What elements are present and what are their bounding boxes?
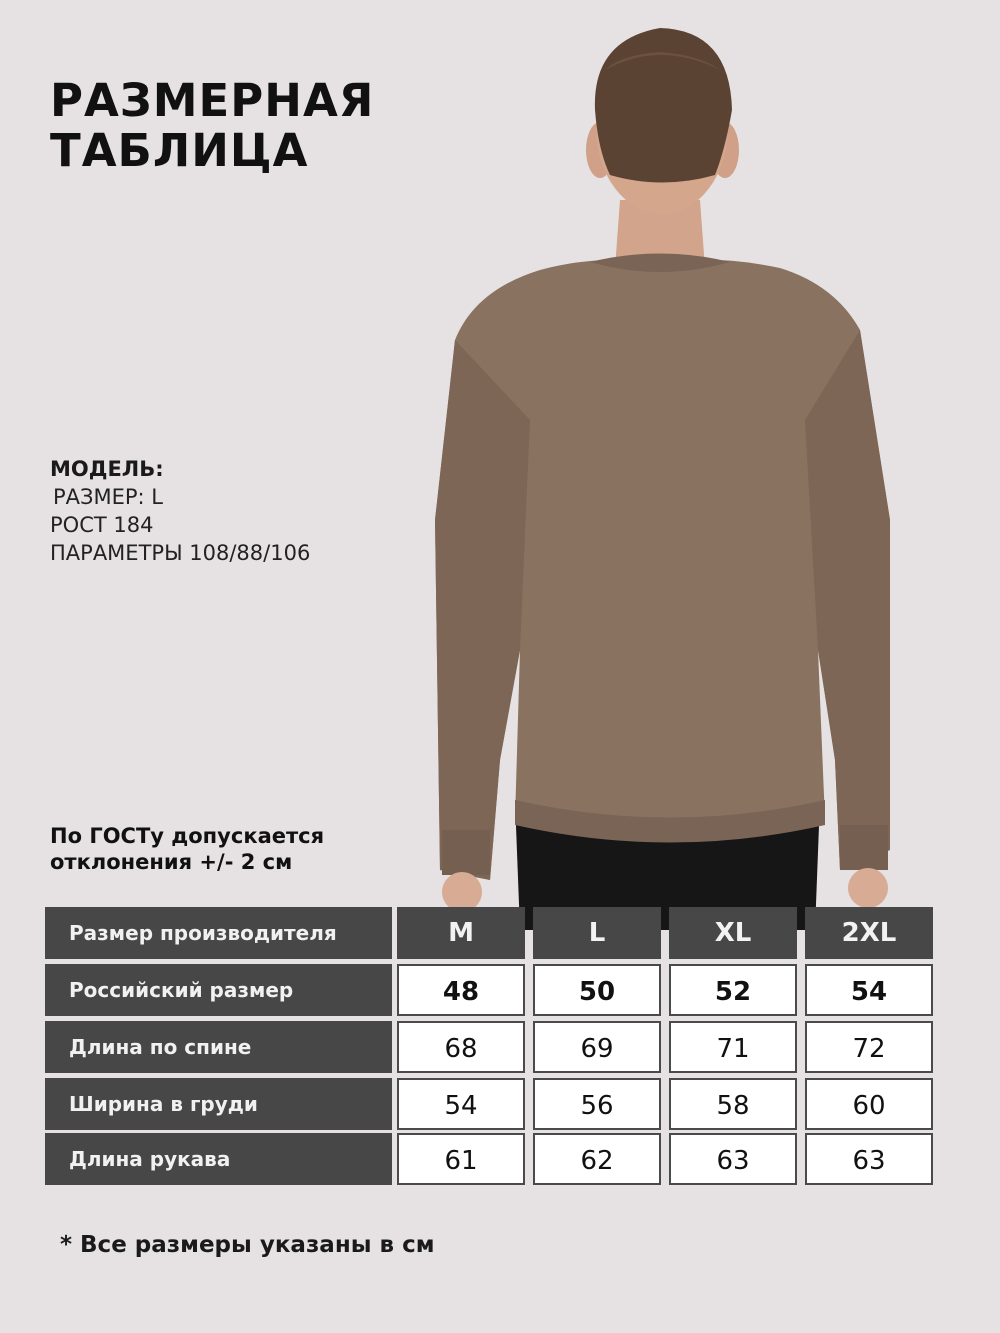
row-label: Длина по спине: [45, 1021, 392, 1073]
header-cell-m: M: [397, 907, 525, 959]
row-label: Размер производителя: [45, 907, 392, 959]
table-cell: 71: [669, 1021, 797, 1073]
table-row: [45, 1078, 940, 1130]
header-cell-2xl: 2XL: [805, 907, 933, 959]
footnote-text: Все размеры указаны в см: [80, 1232, 435, 1258]
gost-tolerance-note: [50, 823, 324, 875]
table-row: [45, 964, 940, 1016]
gost-line-1: По ГОСТу допускается: [50, 824, 325, 848]
model-photo: [420, 0, 900, 930]
table-cell: 63: [805, 1133, 933, 1185]
header-cell-xl: XL: [669, 907, 797, 959]
title-line-2: ТАБЛИЦА: [50, 124, 309, 177]
row-label: Длина рукава: [45, 1133, 392, 1185]
header-cell-l: L: [533, 907, 661, 959]
row-label: Российский размер: [45, 964, 392, 1016]
model-size: РАЗМЕР: L: [53, 485, 163, 509]
table-cell: 50: [533, 964, 661, 1016]
asterisk-icon: *: [60, 1232, 73, 1258]
table-header-row: [45, 907, 940, 959]
model-info: [50, 455, 310, 567]
row-label: Ширина в груди: [45, 1078, 392, 1130]
table-cell: 68: [397, 1021, 525, 1073]
footnote: [60, 1232, 435, 1258]
model-params: ПАРАМЕТРЫ 108/88/106: [50, 541, 311, 565]
table-cell: 69: [533, 1021, 661, 1073]
table-cell: 54: [397, 1078, 525, 1130]
table-row: [45, 1021, 940, 1073]
table-cell: 54: [805, 964, 933, 1016]
table-cell: 48: [397, 964, 525, 1016]
table-cell: 63: [669, 1133, 797, 1185]
table-cell: 56: [533, 1078, 661, 1130]
model-heading: МОДЕЛЬ:: [50, 457, 164, 481]
table-row: [45, 1133, 940, 1185]
table-cell: 58: [669, 1078, 797, 1130]
model-height: РОСТ 184: [50, 513, 154, 537]
table-cell: 52: [669, 964, 797, 1016]
table-cell: 62: [533, 1133, 661, 1185]
gost-line-2: отклонения +/- 2 см: [50, 850, 293, 874]
page-title: [50, 76, 374, 176]
table-cell: 72: [805, 1021, 933, 1073]
table-cell: 61: [397, 1133, 525, 1185]
table-cell: 60: [805, 1078, 933, 1130]
title-line-1: РАЗМЕРНАЯ: [50, 74, 375, 127]
